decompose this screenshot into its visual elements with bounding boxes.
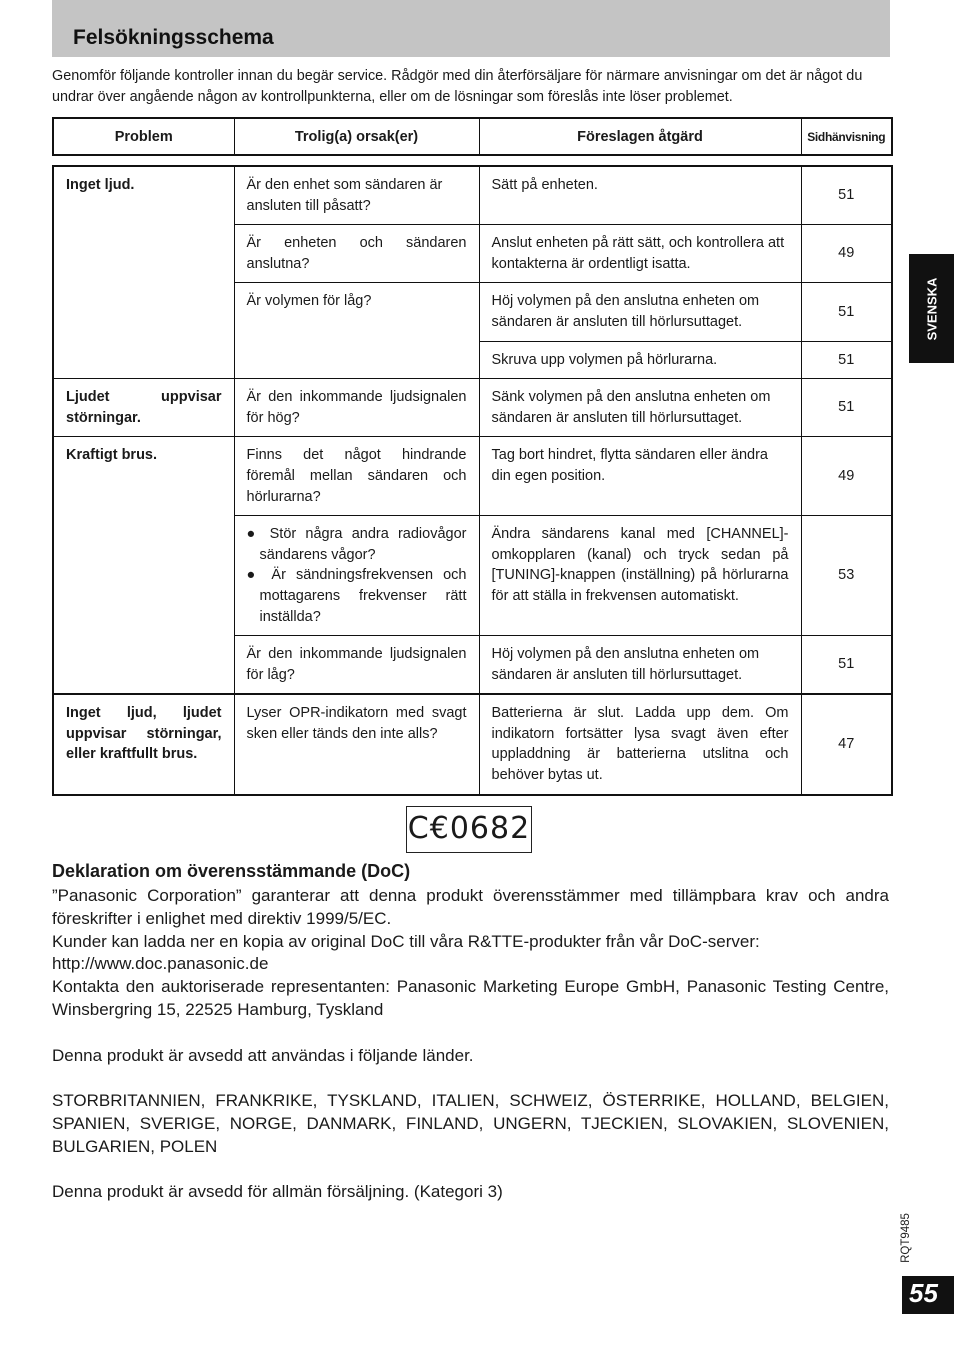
cause-cell: Är enheten och sändaren anslutna? bbox=[234, 225, 479, 283]
problem-cell: Kraftigt brus. bbox=[53, 437, 234, 694]
page-ref-cell: 51 bbox=[801, 636, 892, 695]
action-cell: Sätt på enheten. bbox=[479, 166, 801, 225]
page-ref-cell: 47 bbox=[801, 694, 892, 794]
cause-bullet: ● Stör några andra radiovågor sändarens vågor? bbox=[246, 526, 467, 563]
title-bar bbox=[52, 0, 890, 57]
ce-mark bbox=[406, 806, 532, 853]
page-ref-cell: 49 bbox=[801, 437, 892, 516]
page-ref-cell: 51 bbox=[801, 283, 892, 341]
cause-cell: Är den enhet som sändaren är ansluten till påsatt? bbox=[234, 166, 479, 225]
cause-cell: Lyser OPR-indikatorn med svagt sken eller tänds den inte alls? bbox=[234, 694, 479, 794]
page-ref-cell: 49 bbox=[801, 225, 892, 283]
page-ref-cell: 51 bbox=[801, 166, 892, 225]
page-ref-cell: 51 bbox=[801, 341, 892, 379]
intro-text: Genomför följande kontroller innan du begär service. Rådgör med din återförsäljare för närmare anvisningar om det är något du undrar över angående någon av kontrollpunkterna, eller om de lösningar som föreslås inte löser problemet. bbox=[52, 68, 863, 105]
table-row bbox=[53, 379, 892, 437]
doc-section bbox=[52, 885, 889, 1204]
action-cell: Skruva upp volymen på hörlurarna. bbox=[479, 341, 801, 379]
doc-paragraph: Kontakta den auktoriserade representanten: Panasonic Marketing Europe GmbH, Panasonic Testing Centre, Winsbergring 15, 22525 Hamburg, Tyskland bbox=[52, 977, 889, 1019]
doc-url: http://www.doc.panasonic.de bbox=[52, 954, 269, 974]
cause-bullet: ● Är sändningsfrekvensen och mottagarens frekvenser rätt inställda? bbox=[246, 567, 467, 625]
action-cell: Batterierna är slut. Ladda upp dem. Om indikatorn fortsätter lysa svagt även efter uppladdning är batterierna utslitna och behöver bytas ut. bbox=[479, 694, 801, 794]
table-row bbox=[53, 437, 892, 516]
cause-cell bbox=[234, 516, 479, 636]
header-problem: Problem bbox=[114, 128, 173, 145]
header-action: Föreslagen åtgärd bbox=[479, 118, 801, 155]
table-row bbox=[53, 166, 892, 225]
table-header bbox=[52, 117, 893, 156]
doc-paragraph: ”Panasonic Corporation” garanterar att denna produkt överensstämmer med tillämpbara krav och andra föreskrifter i enlighet med direktiv 1999/5/EC. bbox=[52, 886, 889, 928]
doc-paragraph: Denna produkt är avsedd att användas i följande länder. bbox=[52, 1045, 474, 1065]
cause-cell: Är den inkommande ljudsignalen för hög? bbox=[234, 379, 479, 437]
page-ref-cell: 51 bbox=[801, 379, 892, 437]
doc-paragraph: Denna produkt är avsedd för allmän försäljning. (Kategori 3) bbox=[52, 1182, 503, 1202]
cause-cell: Är volymen för låg? bbox=[234, 283, 479, 379]
header-page: Sidhänvisning bbox=[801, 118, 892, 155]
action-cell: Höj volymen på den anslutna enheten om sändaren är ansluten till hörlursuttaget. bbox=[479, 283, 801, 341]
model-code-text: RQT9485 bbox=[900, 1213, 912, 1263]
action-cell: Ändra sändarens kanal med [CHANNEL]-omkopplaren (kanal) och tryck sedan på [TUNING]-knappen (inställning) på hörlurarna för att ställa in frekvensen automatiskt. bbox=[479, 516, 801, 636]
action-cell: Anslut enheten på rätt sätt, och kontrollera att kontakterna är ordentligt isatta. bbox=[479, 225, 801, 283]
doc-paragraph: Kunder kan ladda ner en kopia av original DoC till våra R&TTE-produkter från vår DoC-server: bbox=[52, 931, 760, 951]
action-cell: Tag bort hindret, flytta sändaren eller ändra din egen position. bbox=[479, 437, 801, 516]
action-cell: Höj volymen på den anslutna enheten om sändaren är ansluten till hörlursuttaget. bbox=[479, 636, 801, 695]
problem-cell: Inget ljud, ljudet uppvisar störningar, eller kraftfullt brus. bbox=[53, 694, 234, 794]
page-ref-cell: 53 bbox=[801, 516, 892, 636]
cause-cell: Finns det något hindrande föremål mellan sändaren och hörlurarna? bbox=[234, 437, 479, 516]
header-cause: Trolig(a) orsak(er) bbox=[234, 118, 479, 155]
language-tab bbox=[909, 254, 954, 363]
language-tab-label: SVENSKA bbox=[924, 277, 939, 340]
problem-cell: Inget ljud. bbox=[53, 166, 234, 379]
country-list: STORBRITANNIEN, FRANKRIKE, TYSKLAND, ITALIEN, SCHWEIZ, ÖSTERRIKE, HOLLAND, BELGIEN, SPANIEN, SVERIGE, NORGE, DANMARK, FINLAND, UNGERN, TJECKIEN, SLOVAKIEN, SLOVENIEN, BULGARIEN, POLEN bbox=[52, 1091, 889, 1156]
page-number: 55 bbox=[909, 1278, 938, 1308]
problem-cell: Ljudet uppvisar störningar. bbox=[53, 379, 234, 437]
cause-cell: Är den inkommande ljudsignalen för låg? bbox=[234, 636, 479, 695]
doc-heading: Deklaration om överensstämmande (DoC) bbox=[52, 861, 411, 881]
action-cell: Sänk volymen på den anslutna enheten om sändaren är ansluten till hörlursuttaget. bbox=[479, 379, 801, 437]
ce-mark-text: C€0682 bbox=[407, 811, 531, 846]
page-title: Felsökningsschema bbox=[73, 26, 274, 49]
troubleshooting-table bbox=[52, 165, 893, 796]
page-number-box bbox=[902, 1276, 954, 1314]
table-row bbox=[53, 694, 892, 794]
